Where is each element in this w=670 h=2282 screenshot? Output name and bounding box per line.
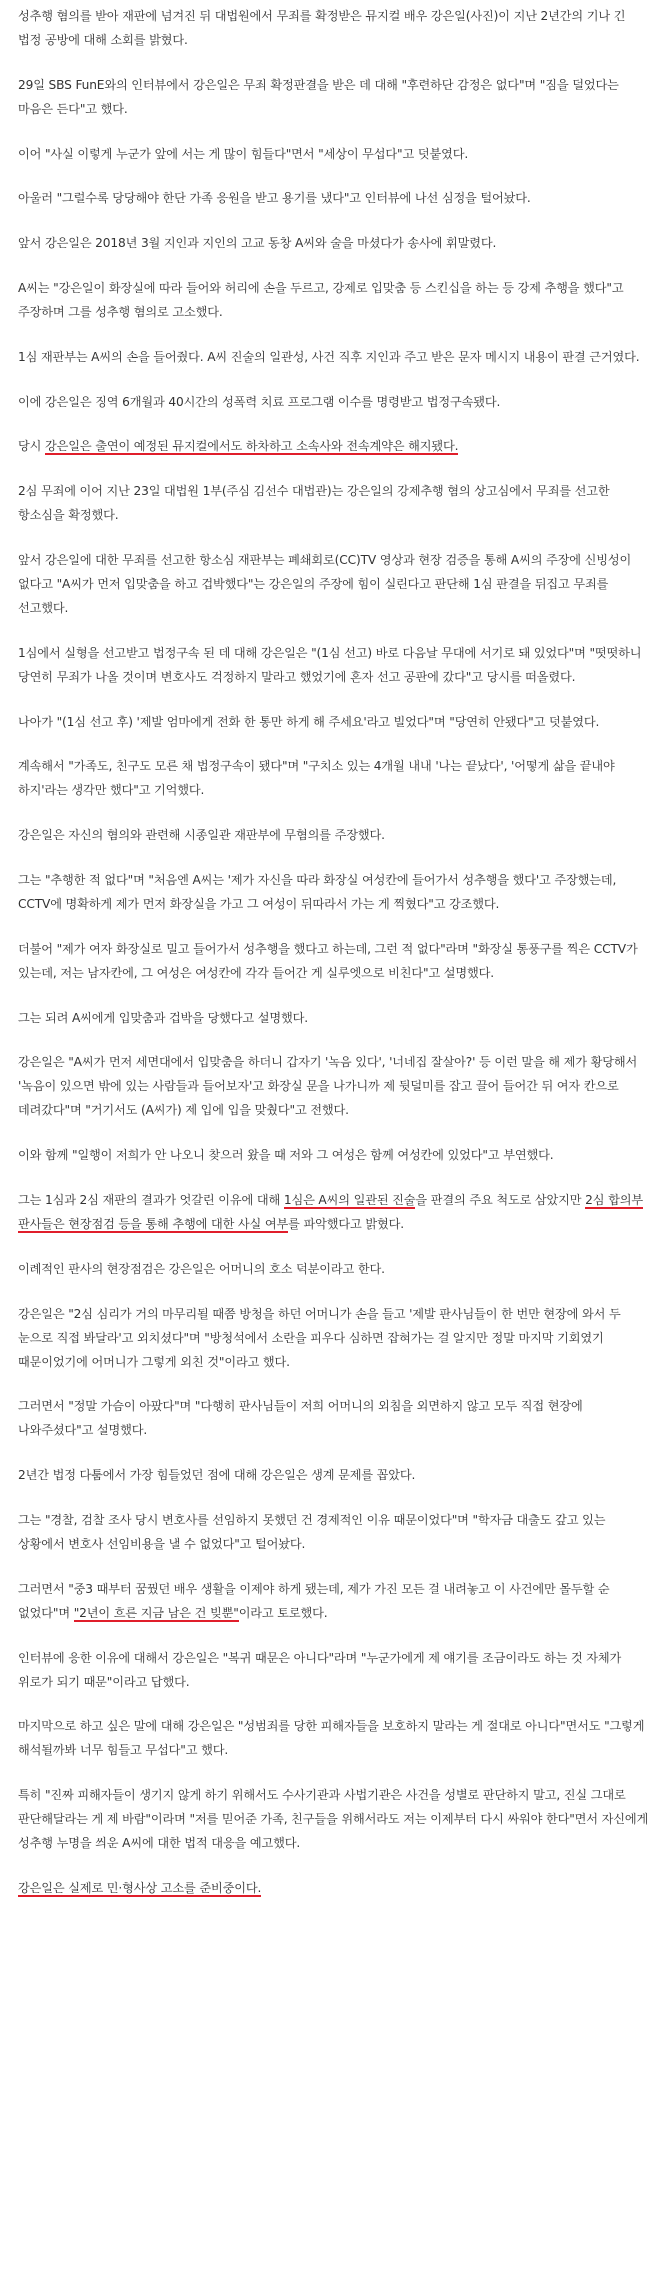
article-paragraph — [18, 754, 652, 802]
paragraph-text: 그러면서 "정말 가슴이 아팠다"며 "다행히 판사님들이 저희 어머니의 외침을 외면하지 않고 모두 직접 현장에 나와주셨다"고 설명했다. — [18, 1399, 583, 1438]
article-paragraph — [18, 1394, 652, 1442]
paragraph-text: 1심에서 실형을 선고받고 법정구속 된 데 대해 강은일은 "(1심 선고) 바로 다음날 무대에 서기로 돼 있었다"며 "떳떳하니 당연히 무죄가 나올 것이며 변호사도 걱정하지 말라고 했었기에 혼자 선고 공판에 갔다"고 당시를 떠올렸다. — [18, 645, 642, 684]
paragraph-text: 그는 되려 A씨에게 입맞춤과 겁박을 당했다고 설명했다. — [18, 1010, 308, 1025]
article-paragraph — [18, 434, 652, 458]
paragraph-text: 이와 함께 "일행이 저희가 안 나오니 찾으러 왔을 때 저와 그 여성은 함께 여성칸에 있었다"고 부연했다. — [18, 1148, 554, 1163]
article-paragraph — [18, 231, 652, 255]
article-paragraph — [18, 1876, 652, 1900]
article-paragraph — [18, 1508, 652, 1556]
article-paragraph — [18, 4, 652, 52]
paragraph-text: 앞서 강은일에 대한 무죄를 선고한 항소심 재판부는 폐쇄회로(CC)TV 영상과 현장 검증을 통해 A씨의 주장에 신빙성이 없다고 "A씨가 먼저 입맞춤을 하고 겁박했다"는 강은일의 주장에 힘이 실린다고 판단해 1심 판결을 뒤집고 무죄를 선고했다. — [18, 552, 632, 615]
paragraph-text: 을 판결의 주요 척도로 삼았지만 — [415, 1192, 586, 1207]
article-paragraph — [18, 1257, 652, 1281]
paragraph-text: 이어 "사실 이렇게 누군가 앞에 서는 게 많이 힘들다"면서 "세상이 무섭다"고 덧붙였다. — [18, 146, 469, 161]
paragraph-text: 강은일은 "A씨가 먼저 세면대에서 입맞춤을 하더니 갑자기 '녹음 있다', '너네집 잘살아?' 등 이런 말을 해 제가 황당해서 '녹음이 있으면 밖에 있는 사람들과 들어보자'고 화장실 문을 나가니까 제 뒷덜미를 잡고 끌어 들어간 뒤 여자 칸으로 데려갔다"며 "거기서도 (A씨가) 제 입에 입을 맞췄다"고 전했다. — [18, 1055, 638, 1118]
paragraph-text: 그는 1심과 2심 재판의 결과가 엇갈린 이유에 대해 — [18, 1192, 284, 1207]
article-paragraph — [18, 390, 652, 414]
article-paragraph — [18, 1783, 652, 1855]
paragraph-text: A씨는 "강은일이 화장실에 따라 들어와 허리에 손을 두르고, 강제로 입맞춤 등 스킨십을 하는 등 강제 추행을 했다"고 주장하며 그를 성추행 혐의로 고소했다. — [18, 280, 624, 319]
article-paragraph — [18, 937, 652, 985]
paragraph-text: 앞서 강은일은 2018년 3월 지인과 지인의 고교 동창 A씨와 술을 마셨다가 송사에 휘말렸다. — [18, 236, 497, 251]
paragraph-text: 이례적인 판사의 현장점검은 강은일은 어머니의 호소 덕분이라고 한다. — [18, 1261, 385, 1276]
paragraph-text: 2년간 법정 다툼에서 가장 힘들었던 점에 대해 강은일은 생계 문제를 꼽았다. — [18, 1468, 416, 1483]
article-paragraph — [18, 548, 652, 620]
paragraph-text: 당시 — [18, 439, 45, 454]
paragraph-text: 이에 강은일은 징역 6개월과 40시간의 성폭력 치료 프로그램 이수를 명령받고 법정구속됐다. — [18, 394, 501, 409]
paragraph-text: 그는 "추행한 적 없다"며 "처음엔 A씨는 '제가 자신을 따라 화장실 여성칸에 들어가서 성추행을 했다'고 주장했는데, CCTV에 명확하게 제가 먼저 화장실을 가고 그 여성이 뒤따라서 가는 게 찍혔다"고 강조했다. — [18, 872, 617, 911]
paragraph-text: 더불어 "제가 여자 화장실로 밀고 들어가서 성추행을 했다고 하는데, 그런 적 없다"라며 "화장실 통풍구를 찍은 CCTV가 있는데, 저는 남자칸에, 그 여성은 여성칸에 각각 들어간 게 실루엣으로 비친다"고 설명했다. — [18, 941, 638, 980]
article-paragraph — [18, 823, 652, 847]
paragraph-text: 마지막으로 하고 싶은 말에 대해 강은일은 "성범죄를 당한 피해자들을 보호하지 말라는 게 절대로 아니다"면서도 "그렇게 해석될까봐 너무 힘들고 무섭다"고 했다. — [18, 1719, 645, 1758]
paragraph-text: 특히 "진짜 피해자들이 생기지 않게 하기 위해서도 수사기관과 사법기관은 사건을 성별로 판단하지 말고, 진실 그대로 판단해달라는 게 제 바람"이라며 "저를 믿어준 가족, 친구들을 위해서라도 저는 이제부터 다시 싸워야 한다"면서 자신에게 성추행 누명을 씌운 A씨에 대한 법적 대응을 예고했다. — [18, 1788, 649, 1851]
highlighted-text: "2년이 흐른 지금 남은 건 빚뿐" — [73, 1605, 239, 1620]
highlighted-text: 1심은 A씨의 일관된 진술 — [283, 1192, 416, 1207]
article-paragraph — [18, 1006, 652, 1030]
article-paragraph — [18, 186, 652, 210]
article-paragraph — [18, 710, 652, 734]
highlighted-text: 강은일은 출연이 예정된 뮤지컬에서도 하차하고 소속사와 전속계약은 해지됐다. — [44, 439, 459, 454]
paragraph-text: 그러면서 "중3 때부터 꿈꿨던 배우 생활을 이제야 하게 됐는데, 제가 가진 모든 걸 내려놓고 이 사건에만 몰두할 순 없었다"며 — [18, 1581, 610, 1620]
paragraph-text: 를 파악했다고 밝혔다. — [288, 1216, 404, 1231]
paragraph-text: 성추행 혐의를 받아 재판에 넘겨진 뒤 대법원에서 무죄를 확정받은 뮤지컬 배우 강은일(사진)이 지난 2년간의 기나 긴 법정 공방에 대해 소회를 밝혔다. — [18, 9, 626, 47]
paragraph-text: 계속해서 "가족도, 친구도 모른 채 법정구속이 됐다"며 "구치소 있는 4개월 내내 '나는 끝났다', '어떻게 삶을 끝내야 하지'라는 생각만 했다"고 기억했다. — [18, 759, 615, 798]
paragraph-text: 2심 무죄에 이어 지난 23일 대법원 1부(주심 김선수 대법관)는 강은일의 강제추행 혐의 상고심에서 무죄를 선고한 항소심을 확정했다. — [18, 484, 610, 523]
highlighted-text: 2심 합의부 판사들은 현장점검 등을 통해 추행에 대한 사실 여부 — [18, 1192, 643, 1231]
article-paragraph — [18, 1143, 652, 1167]
article-paragraph — [18, 73, 652, 121]
article-paragraph — [18, 1463, 652, 1487]
article-paragraph — [18, 641, 652, 689]
paragraph-text: 강은일은 자신의 혐의와 관련해 시종일관 재판부에 무혐의를 주장했다. — [18, 828, 385, 843]
article-paragraph — [18, 276, 652, 324]
article-paragraph — [18, 868, 652, 916]
article-paragraph — [18, 345, 652, 369]
article-paragraph — [18, 479, 652, 527]
highlighted-text: 강은일은 실제로 민·형사상 고소를 준비중이다. — [18, 1880, 262, 1895]
article-paragraph — [18, 1050, 652, 1122]
article-paragraph — [18, 1577, 652, 1625]
paragraph-text: 그는 "경찰, 검찰 조사 당시 변호사를 선임하지 못했던 건 경제적인 이유 때문이었다"며 "학자금 대출도 갚고 있는 상황에서 변호사 선임비용을 낼 수 없었다"고 털어놨다. — [18, 1512, 606, 1551]
paragraph-text: 인터뷰에 응한 이유에 대해서 강은일은 "복귀 때문은 아니다"라며 "누군가에게 제 얘기를 조금이라도 하는 것 자체가 위로가 되기 때문"이라고 답했다. — [18, 1650, 622, 1689]
article-paragraph — [18, 142, 652, 166]
paragraph-text: 이라고 토로했다. — [238, 1605, 328, 1620]
paragraph-text: 1심 재판부는 A씨의 손을 들어줬다. A씨 진술의 일관성, 사건 직후 지인과 주고 받은 문자 메시지 내용이 판결 근거였다. — [18, 349, 640, 364]
article-paragraph — [18, 1646, 652, 1694]
paragraph-text: 나아가 "(1심 선고 후) '제발 엄마에게 전화 한 통만 하게 해 주세요'라고 빌었다"며 "당연히 안됐다"고 덧붙였다. — [18, 714, 600, 729]
article-paragraph — [18, 1302, 652, 1374]
article-paragraph — [18, 1188, 652, 1236]
paragraph-text: 강은일은 "2심 심리가 거의 마무리될 때쯤 방청을 하던 어머니가 손을 들고 '제발 판사님들이 한 번만 현장에 와서 두 눈으로 직접 봐달라'고 외치셨다"며 "방청석에서 소란을 피우다 심하면 잡혀가는 걸 알지만 정말 마지막 기회였기 때문이었기에 어머니가 그렇게 외친 것"이라고 했다. — [18, 1306, 621, 1369]
paragraph-text: 아울러 "그럴수록 당당해야 한단 가족 응원을 받고 용기를 냈다"고 인터뷰에 나선 심정을 털어놨다. — [18, 191, 531, 206]
paragraph-text: 29일 SBS FunE와의 인터뷰에서 강은일은 무죄 확정판결을 받은 데 대해 "후련하단 감정은 없다"며 "짐을 덜었다는 마음은 든다"고 했다. — [18, 77, 619, 116]
article-paragraph — [18, 1714, 652, 1762]
